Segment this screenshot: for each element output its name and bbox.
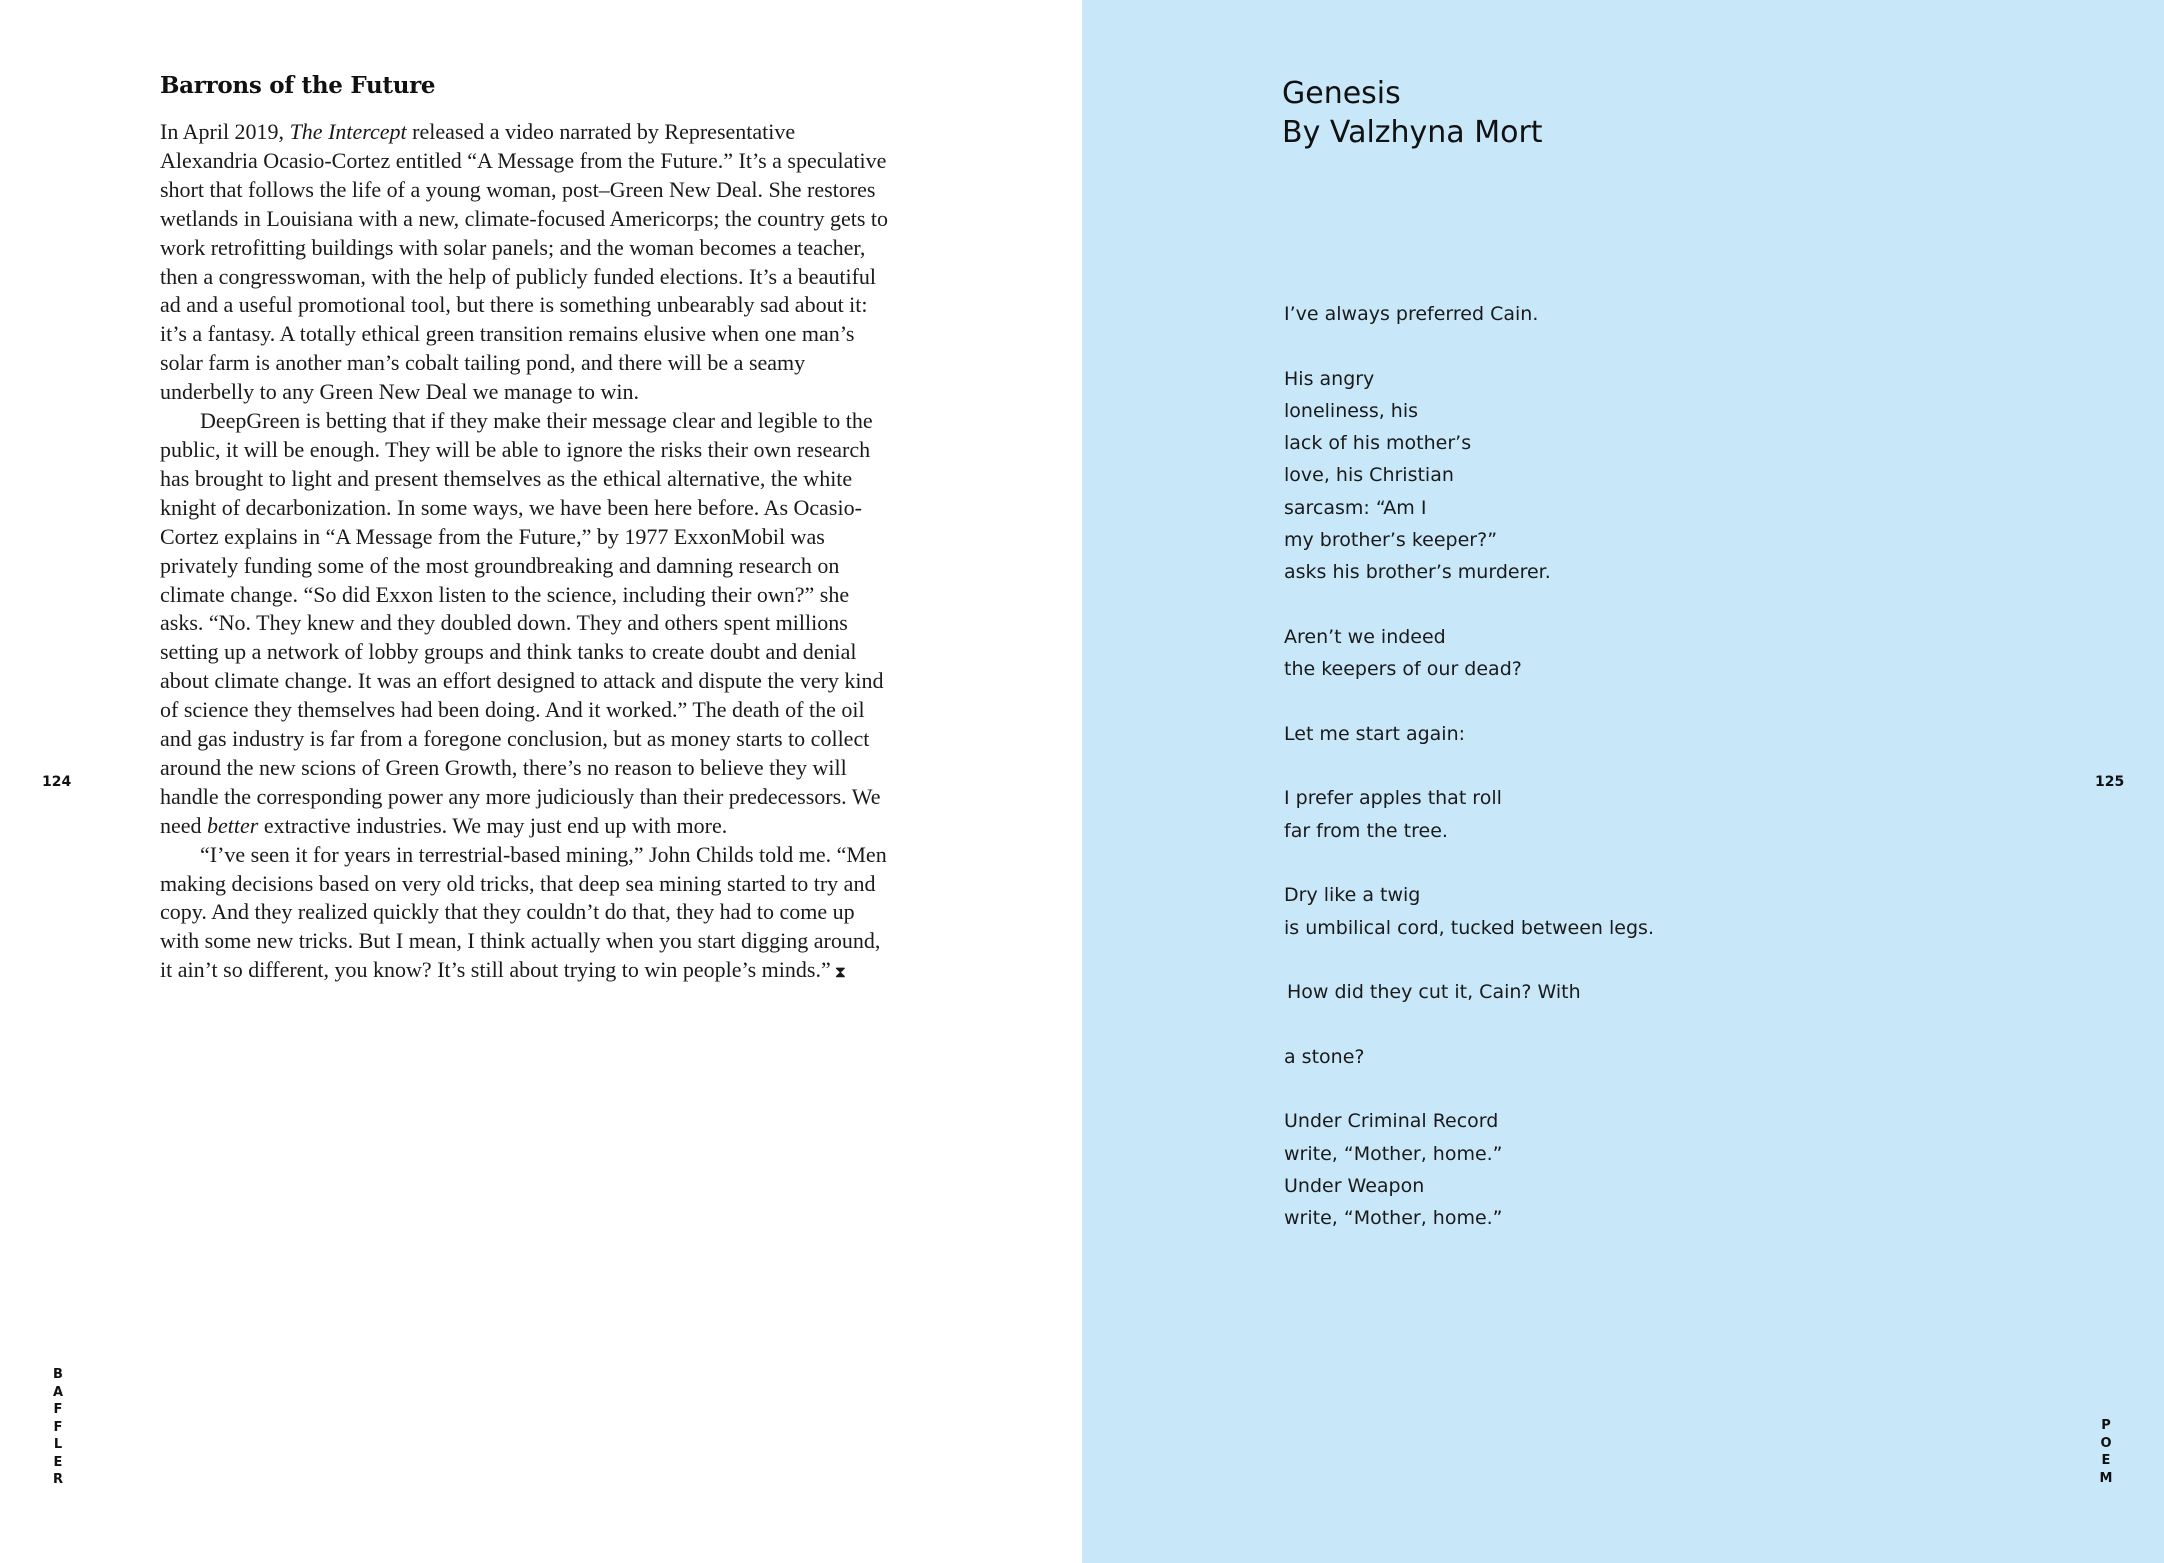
poem-line: loneliness, his <box>1284 399 1419 422</box>
article-body <box>160 118 890 988</box>
stanza-break <box>1284 330 1654 362</box>
stanza-break <box>1284 589 1654 621</box>
poem-line: is umbilical cord, tucked between legs. <box>1284 916 1654 939</box>
end-mark-icon: ⧗ <box>834 964 846 982</box>
poem-line: my brother’s keeper?” <box>1284 529 1498 552</box>
poem-line: I prefer apples that roll <box>1284 787 1502 810</box>
poem-line: His angry <box>1284 367 1375 390</box>
vertical-letter: R <box>52 1472 63 1487</box>
vertical-letter: M <box>2099 1470 2113 1486</box>
text-run: released a video narrated by Representative Alexandria Ocasio-Cortez entitled “A Message from the Future.” It’s a speculative short that follows the life of a young woman, post–Green New Deal. She restores wetlands in Louisiana with a new, climate-focused Americorps; the country gets to work retrofitting buildings with solar panels; and the woman becomes a teacher, then a congresswoman, with the help of publicly funded elections. It’s a beautiful ad and a useful promotional tool, but there is something unbearably sad about it: it’s a fantasy. A totally ethical green transition remains elusive when one man’s solar farm is another man’s cobalt tailing pond, and there will be a seamy underbelly to any Green New Deal we manage to win. <box>160 119 889 405</box>
vertical-letter: B <box>53 1367 63 1382</box>
italic-text: The Intercept <box>289 119 407 144</box>
stanza-break <box>1284 1073 1654 1105</box>
poem-line: love, his Christian <box>1284 464 1454 487</box>
stanza-break <box>1284 750 1654 782</box>
vertical-letter: L <box>53 1437 63 1452</box>
vertical-label-poem <box>2096 1417 2116 1487</box>
vertical-letter: F <box>53 1419 63 1435</box>
poem-line: Let me start again: <box>1284 722 1466 745</box>
vertical-letter: A <box>52 1384 64 1400</box>
stanza-break <box>1284 944 1654 976</box>
page-number-left: 124 <box>42 774 72 790</box>
poem-line: Dry like a twig <box>1284 884 1421 907</box>
poem-line: far from the tree. <box>1284 819 1448 842</box>
poem-line: Aren’t we indeed <box>1284 625 1446 648</box>
vertical-letter: E <box>53 1454 63 1470</box>
poem-line: lack of his mother’s <box>1284 432 1472 455</box>
stanza-break <box>1284 1009 1654 1041</box>
vertical-letter: O <box>2100 1435 2112 1451</box>
vertical-letter: F <box>53 1402 63 1417</box>
poem-line: sarcasm: “Am I <box>1284 496 1427 519</box>
poem-line: I’ve always preferred Cain. <box>1284 303 1539 325</box>
poem-line: write, “Mother, home.” <box>1284 1142 1503 1165</box>
stanza-break <box>1284 847 1654 879</box>
article-paragraph <box>160 841 890 989</box>
page-number-right: 125 <box>2095 774 2125 790</box>
stanza-break <box>1284 686 1654 718</box>
vertical-label-baffler <box>48 1366 68 1489</box>
poem-body <box>1284 298 1654 1235</box>
text-run: extractive industries. We may just end up with more. <box>258 812 728 838</box>
text-run: “I’ve seen it for years in terrestrial-based mining,” John Childs told me. “Men making decisions based on very old tricks, that deep sea mining started to try and copy. And they realized quickly that they couldn’t do that, they had to come up with some new tricks. But I mean, I think actually when you start digging around, it ain’t so different, you know? It’s still about trying to win people’s minds.” <box>160 841 887 983</box>
poem-line: How did they cut it, Cain? With <box>1287 981 1581 1004</box>
poem-title <box>1282 74 1543 152</box>
poem-title-text: Genesis <box>1282 76 1401 111</box>
article-paragraph <box>160 118 890 407</box>
poem-line: write, “Mother, home.” <box>1284 1207 1503 1230</box>
section-heading: Barrons of the Future <box>160 72 436 99</box>
poem-line: the keepers of our dead? <box>1284 658 1522 681</box>
poem-line: Under Weapon <box>1284 1175 1425 1198</box>
vertical-letter: P <box>2101 1418 2111 1433</box>
vertical-letter: E <box>2101 1453 2111 1468</box>
poem-author: By Valzhyna Mort <box>1282 115 1543 150</box>
article-paragraph <box>160 407 890 841</box>
italic-text: better <box>207 812 259 838</box>
text-run: In April 2019, <box>160 119 290 144</box>
poem-line: Under Criminal Record <box>1284 1110 1499 1133</box>
poem-line: a stone? <box>1284 1045 1365 1068</box>
text-run: DeepGreen is betting that if they make their message clear and legible to the public, it will be enough. They will be able to ignore the risks their own research has brought to light and present themselves as the ethical alternative, the white knight of decarbonization. In some ways, we have been here before. As Ocasio-Cortez explains in “A Message from the Future,” by 1977 ExxonMobil was privately funding some of the most groundbreaking and damning research on climate change. “So did Exxon listen to the science, including their own?” she asks. “No. They knew and they doubled down. They and others spent millions setting up a network of lobby groups and think tanks to create doubt and denial about climate change. It was an effort designed to attack and dispute the very kind of science they themselves had been doing. And it worked.” The death of the oil and gas industry is far from a foregone conclusion, but as money starts to collect around the new scions of Green Growth, there’s no reason to believe they will handle the corresponding power any more judiciously than their predecessors. We need <box>160 408 884 838</box>
poem-line: asks his brother’s murderer. <box>1284 561 1551 584</box>
